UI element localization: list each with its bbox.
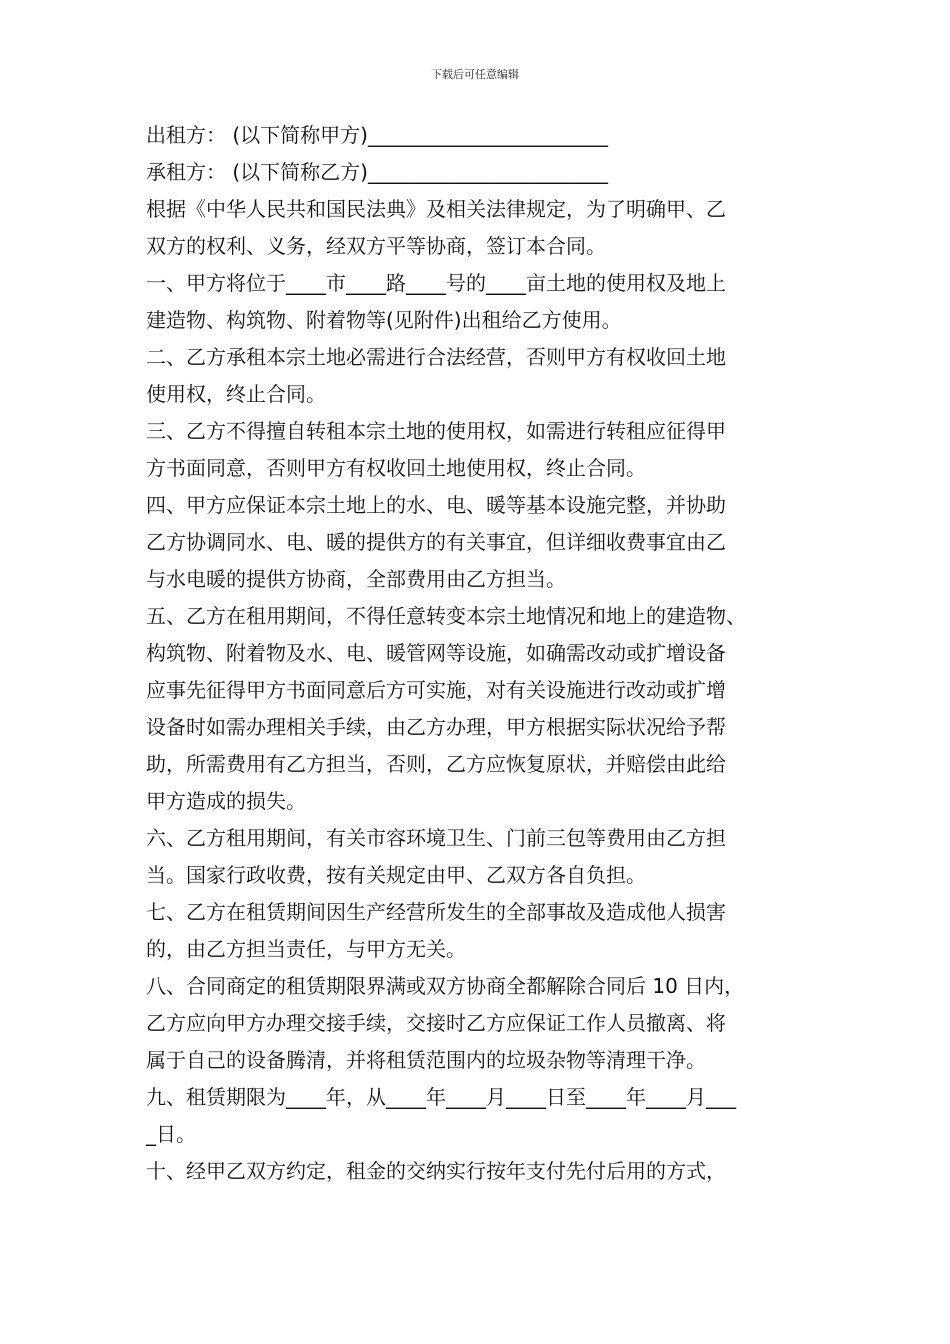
text-line: 双方的权利、义务，经双方平等协商，签订本合同。 [146,234,606,258]
text-line: 一、甲方将位于____市____路____号的____亩土地的使用权及地上 [146,271,726,295]
text-line: 十、经甲乙双方约定，租金的交纳实行按年支付先付后用的方式， [146,1159,726,1183]
page-header: 下载后可任意编辑 [431,68,519,81]
document-body [146,117,836,1190]
text-line: 八、合同商定的租赁期限界满或双方协商全都解除合同后 10 日内， [146,974,745,998]
text-line: 方书面同意，否则甲方有权收回土地使用权，终止合同。 [146,456,646,480]
text-line: 当。国家行政收费，按有关规定由甲、乙双方各自负担。 [146,863,646,887]
text-line: 使用权，终止合同。 [146,382,326,406]
text-line: 承租方： (以下简称乙方)________________________ [146,160,608,184]
text-line: _日。 [146,1122,196,1146]
text-line: 与水电暖的提供方协商，全部费用由乙方担当。 [146,567,566,591]
text-line: 建造物、构筑物、附着物等(见附件)出租给乙方使用。 [146,308,622,332]
text-line: 出租方： (以下简称甲方)________________________ [146,123,608,147]
text-line: 助，所需费用有乙方担当，否则，乙方应恢复原状，并赔偿由此给 [146,752,726,776]
text-line: 的，由乙方担当责任，与甲方无关。 [146,937,466,961]
text-line: 九、租赁期限为____年，从____年____月____日至____年____月___ [146,1085,736,1109]
text-line: 构筑物、附着物及水、电、暖管网等设施，如确需改动或扩增设备 [146,641,726,665]
text-line: 根据《中华人民共和国民法典》及相关法律规定，为了明确甲、乙 [146,197,726,221]
text-line: 六、乙方租用期间，有关市容环境卫生、门前三包等费用由乙方担 [146,826,726,850]
text-line: 乙方协调同水、电、暖的提供方的有关事宜，但详细收费事宜由乙 [146,530,726,554]
text-line: 三、乙方不得擅自转租本宗土地的使用权，如需进行转租应征得甲 [146,419,726,443]
text-line: 甲方造成的损失。 [146,789,306,813]
text-line: 四、甲方应保证本宗土地上的水、电、暖等基本设施完整，并协助 [146,493,726,517]
text-line: 七、乙方在租赁期间因生产经营所发生的全部事故及造成他人损害 [146,900,726,924]
text-line: 应事先征得甲方书面同意后方可实施，对有关设施进行改动或扩增 [146,678,726,702]
text-line: 设备时如需办理相关手续，由乙方办理，甲方根据实际状况给予帮 [146,715,726,739]
text-line: 属于自己的设备腾清，并将租赁范围内的垃圾杂物等清理干净。 [146,1048,706,1072]
text-line: 乙方应向甲方办理交接手续，交接时乙方应保证工作人员撤离、将 [146,1011,726,1035]
text-line: 二、乙方承租本宗土地必需进行合法经营，否则甲方有权收回土地 [146,345,726,369]
text-line: 五、乙方在租用期间，不得任意转变本宗土地情况和地上的建造物、 [146,604,746,628]
